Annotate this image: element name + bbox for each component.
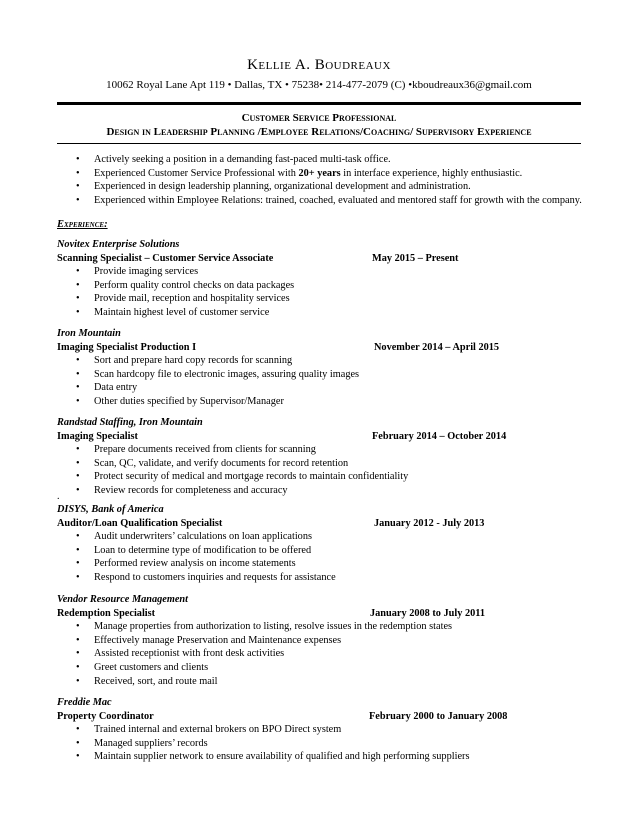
job-dates: January 2012 - July 2013 — [374, 517, 485, 529]
duty-item: • Provide imaging services — [57, 265, 597, 279]
summary-item — [57, 167, 597, 181]
job-title-line — [57, 430, 597, 444]
duty-item: • Sort and prepare hard copy records for scanning — [57, 354, 597, 368]
job-entry — [57, 327, 597, 409]
job-company: Randstad Staffing, Iron Mountain — [57, 417, 203, 428]
duty-item: • Performed review analysis on income statements — [57, 557, 597, 571]
job-dates: February 2000 to January 2008 — [369, 710, 508, 722]
job-dates: May 2015 – Present — [372, 252, 459, 264]
job-title-line — [57, 341, 597, 355]
duty-item: • Respond to customers inquiries and requests for assistance — [57, 571, 597, 585]
job-duties — [57, 723, 597, 764]
job-dates: February 2014 – October 2014 — [372, 430, 507, 442]
summary-item: • Actively seeking a position in a demanding fast-paced multi-task office. — [57, 153, 597, 167]
job-title: Scanning Specialist – Customer Service Associate — [57, 252, 274, 264]
job-entry — [57, 593, 597, 688]
job-title: Imaging Specialist — [57, 430, 138, 442]
duty-item: • Effectively manage Preservation and Maintenance expenses — [57, 634, 597, 648]
job-duties — [57, 530, 597, 584]
job-title-line — [57, 517, 597, 531]
duty-item: • Provide mail, reception and hospitality services — [57, 292, 597, 306]
duty-item: • Trained internal and external brokers on BPO Direct system — [57, 723, 597, 737]
job-title: Imaging Specialist Production I — [57, 341, 197, 353]
summary-item: • Experienced in design leadership planning, organizational development and administration. — [57, 180, 597, 194]
headline-rule — [57, 143, 581, 144]
job-duties — [57, 354, 597, 408]
summary-item-emphasis: 20+ years — [298, 167, 341, 179]
headline-skills: Design in Leadership Planning /Employee Relations/Coaching/ Supervisory Experience — [106, 126, 532, 138]
duty-item: • Manage properties from authorization to listing, resolve issues in the redemption states — [57, 620, 597, 634]
stray-mark: . — [57, 491, 60, 502]
duty-item: • Data entry — [57, 381, 597, 395]
job-duties — [57, 443, 597, 497]
duty-item: • Received, sort, and route mail — [57, 675, 597, 689]
summary-item: • Experienced within Employee Relations: trained, coached, evaluated and mentored staff for growth with the company. — [57, 194, 597, 208]
duty-item: • Audit underwriters’ calculations on loan applications — [57, 530, 597, 544]
job-entry — [57, 238, 597, 320]
job-company: Freddie Mac — [57, 697, 112, 708]
job-title: Auditor/Loan Qualification Specialist — [57, 517, 223, 529]
headline-title: Customer Service Professional — [241, 112, 397, 124]
duty-item: • Assisted receptionist with front desk activities — [57, 647, 597, 661]
duty-item: • Scan hardcopy file to electronic images, assuring quality images — [57, 368, 597, 382]
duty-item: • Managed suppliers’ records — [57, 737, 597, 751]
duty-item: • Scan, QC, validate, and verify documents for record retention — [57, 457, 597, 471]
job-title: Property Coordinator — [57, 710, 154, 722]
duty-item: • Maintain supplier network to ensure availability of qualified and high performing suppliers — [57, 750, 597, 764]
job-entry — [57, 503, 597, 585]
job-title-line — [57, 607, 597, 621]
summary-item-tail: in interface experience, highly enthusiastic. — [340, 167, 523, 179]
job-title-line — [57, 710, 597, 724]
job-dates: November 2014 – April 2015 — [374, 341, 500, 353]
duty-item: • Perform quality control checks on data packages — [57, 279, 597, 293]
experience-heading: Experience: — [57, 219, 108, 230]
duty-item: • Prepare documents received from clients for scanning — [57, 443, 597, 457]
job-company: Iron Mountain — [57, 328, 121, 339]
summary-item-lead: Experienced Customer Service Professional with — [94, 167, 299, 179]
contact-line: 10062 Royal Lane Apt 119 • Dallas, TX • 75238• 214-477-2079 (C) •kboudreaux36@gmail.com — [106, 79, 532, 91]
job-company: Novitex Enterprise Solutions — [57, 239, 180, 250]
duty-item: • Review records for completeness and accuracy — [57, 484, 597, 498]
job-duties — [57, 265, 597, 319]
job-entry — [57, 696, 597, 764]
top-rule — [57, 102, 581, 105]
duty-item: • Protect security of medical and mortgage records to maintain confidentiality — [57, 470, 597, 484]
duty-item: • Other duties specified by Supervisor/Manager — [57, 395, 597, 409]
job-company: DISYS, Bank of America — [57, 504, 164, 515]
job-dates: January 2008 to July 2011 — [370, 607, 485, 619]
job-duties — [57, 620, 597, 688]
applicant-name: Kellie A. Boudreaux — [247, 57, 391, 73]
job-title: Redemption Specialist — [57, 607, 156, 619]
duty-item: • Maintain highest level of customer service — [57, 306, 597, 320]
job-company: Vendor Resource Management — [57, 594, 189, 605]
duty-item: • Loan to determine type of modification to be offered — [57, 544, 597, 558]
summary-list — [57, 153, 597, 207]
job-entry — [57, 416, 597, 498]
duty-item: • Greet customers and clients — [57, 661, 597, 675]
job-title-line — [57, 252, 597, 266]
